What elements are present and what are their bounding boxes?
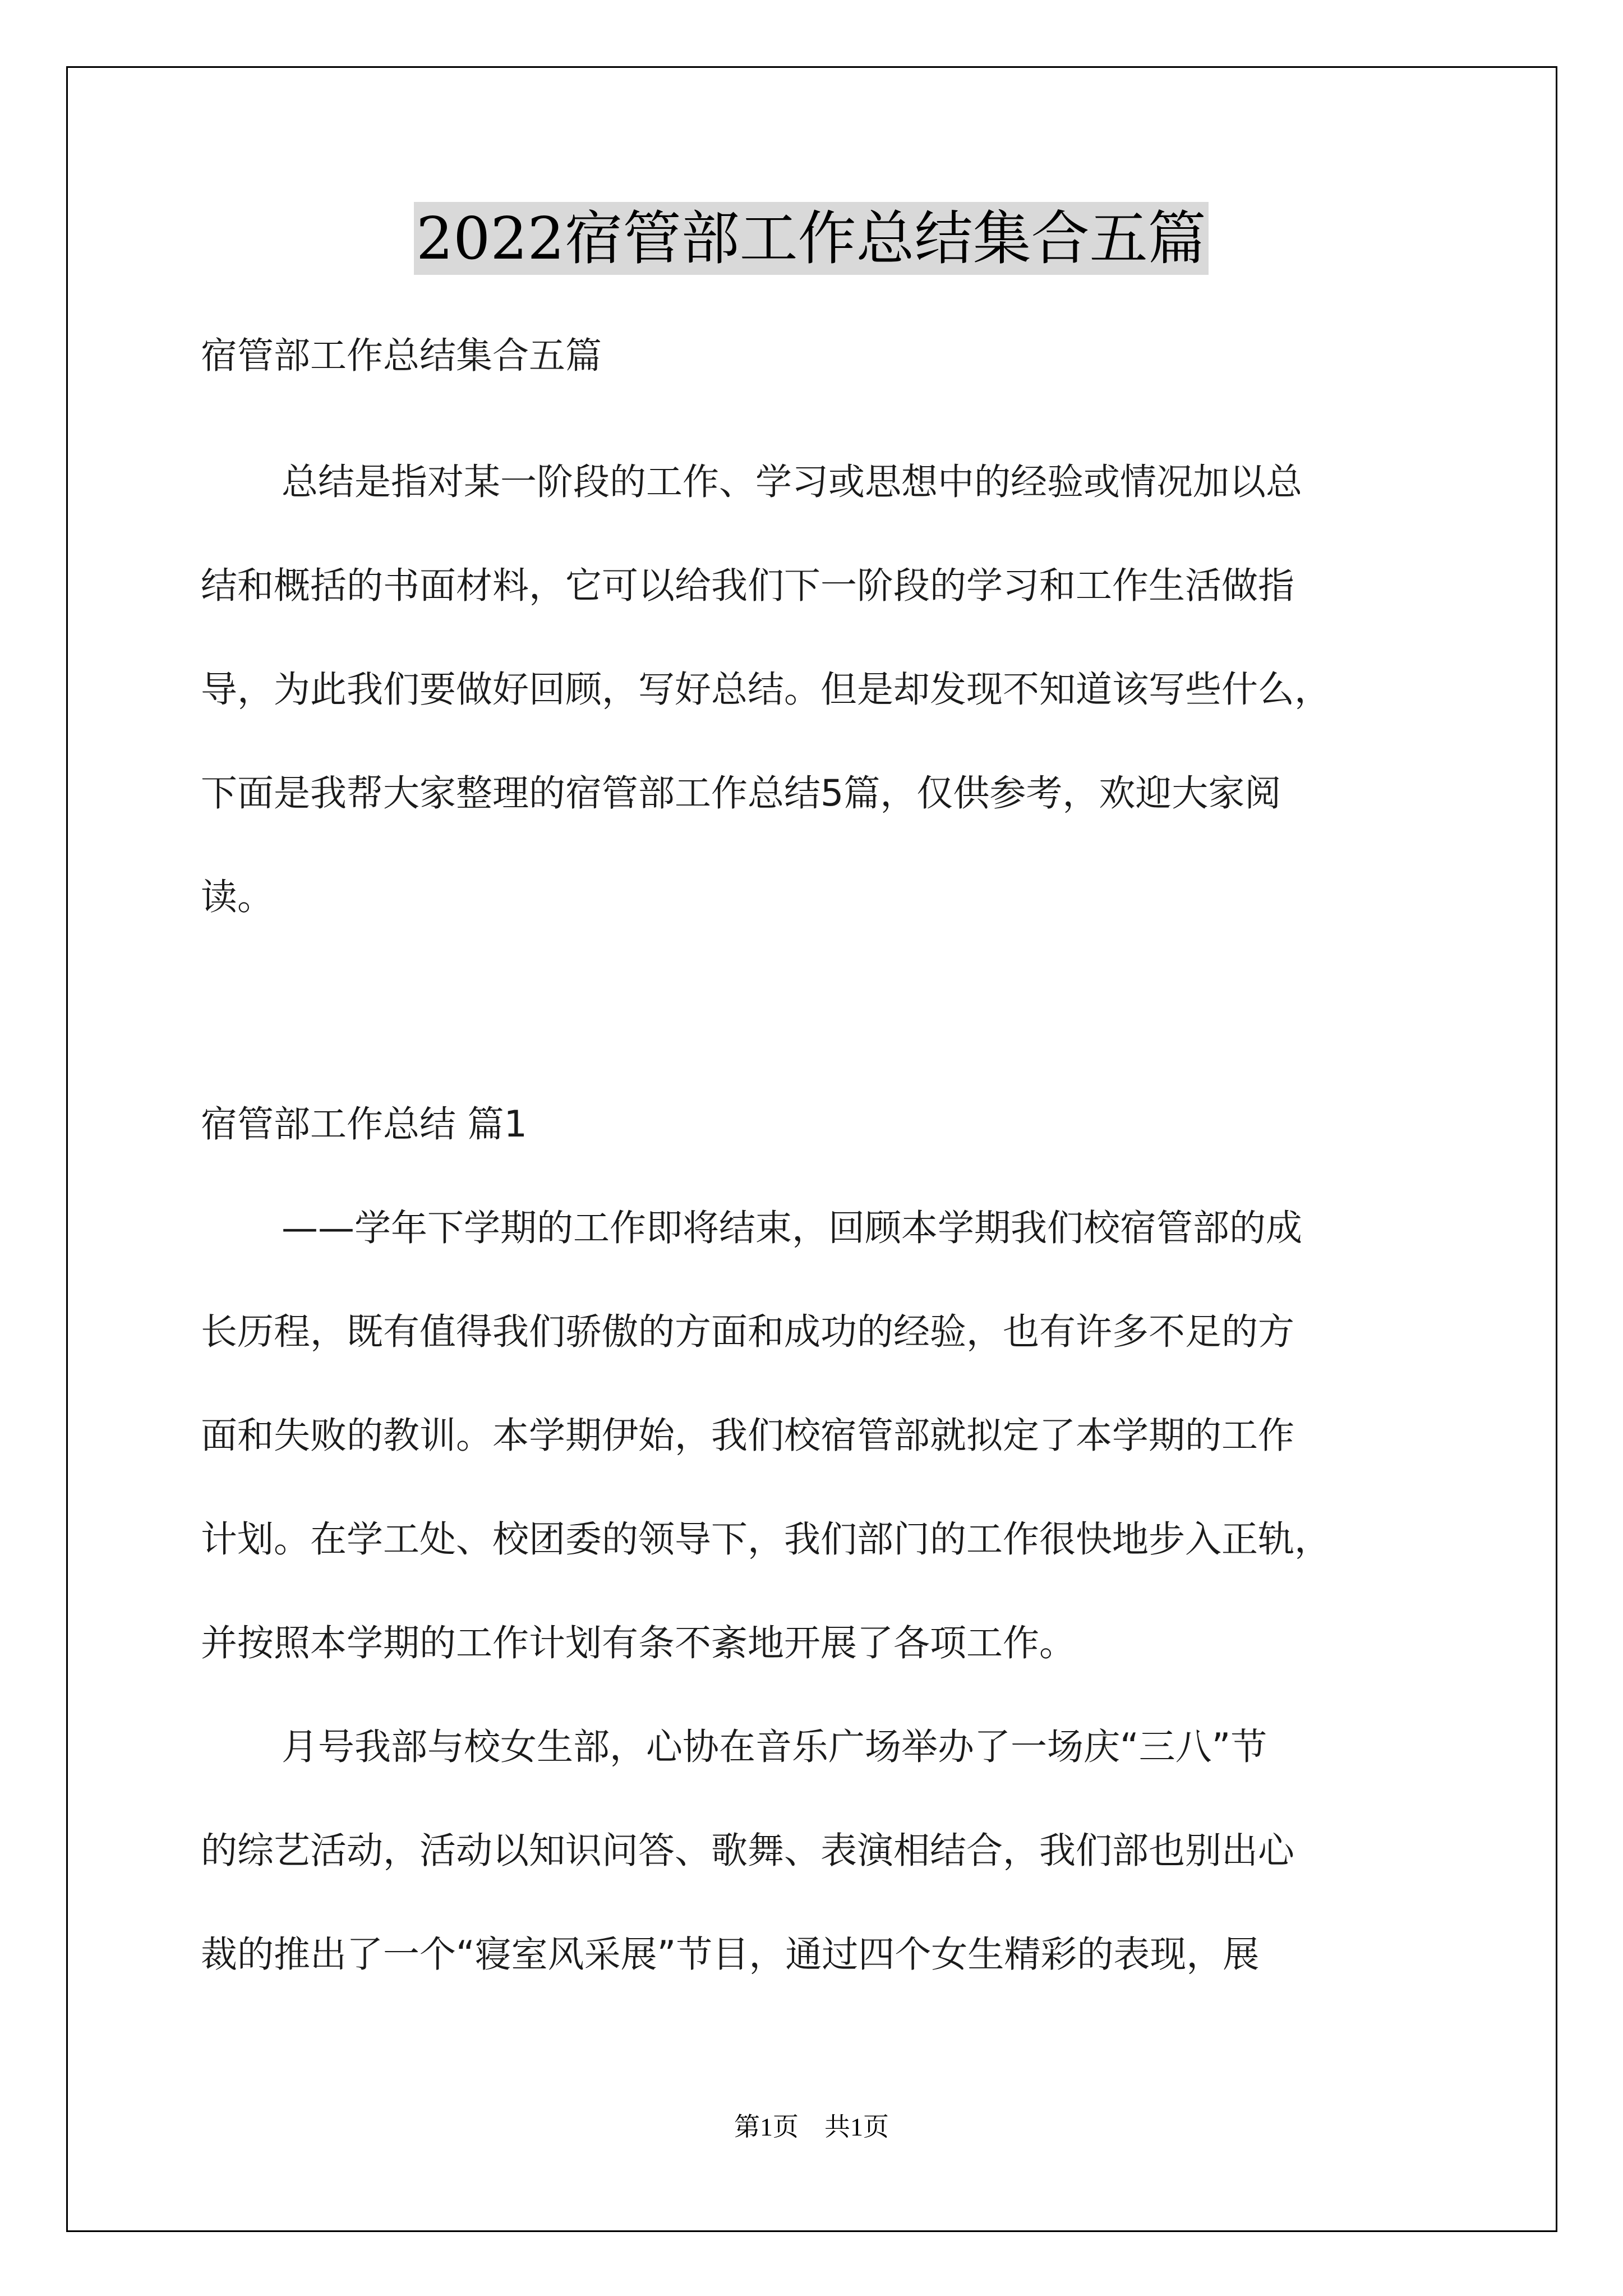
intro-line-5: 读。 (201, 876, 274, 918)
document-subtitle: 宿管部工作总结集合五篇 (201, 335, 602, 377)
page-footer: 第1页 共1页 (734, 2113, 889, 2141)
paragraph1-line-5: 并按照本学期的工作计划有条不紊地开展了各项工作。 (201, 1622, 1076, 1664)
document-title: 2022宿管部工作总结集合五篇 (414, 202, 1209, 275)
intro-line-4: 下面是我帮大家整理的宿管部工作总结5篇，仅供参考，欢迎大家阅 (201, 772, 1281, 815)
paragraph1-line-3: 面和失败的教训。本学期伊始，我们校宿管部就拟定了本学期的工作 (201, 1415, 1295, 1457)
paragraph1-line-2: 长历程，既有值得我们骄傲的方面和成功的经验，也有许多不足的方 (201, 1311, 1295, 1353)
intro-line-3: 导，为此我们要做好回顾，写好总结。但是却发现不知道该写些什么， (201, 669, 1331, 711)
paragraph2-line-3: 裁的推出了一个“寝室风采展”节目，通过四个女生精彩的表现，展 (201, 1934, 1260, 1976)
paragraph1-line-1: ——学年下学期的工作即将结束，回顾本学期我们校宿管部的成 (282, 1207, 1303, 1249)
paragraph2-line-1: 月号我部与校女生部，心协在音乐广场举办了一场庆“三八”节 (282, 1726, 1267, 1768)
section-heading: 宿管部工作总结 篇1 (201, 1103, 528, 1145)
paragraph2-line-2: 的综艺活动，活动以知识问答、歌舞、表演相结合，我们部也别出心 (201, 1830, 1295, 1872)
intro-line-1: 总结是指对某一阶段的工作、学习或思想中的经验或情况加以总 (282, 461, 1303, 503)
paragraph1-line-4: 计划。在学工处、校团委的领导下，我们部门的工作很快地步入正轨， (201, 1519, 1331, 1561)
intro-line-2: 结和概括的书面材料，它可以给我们下一阶段的学习和工作生活做指 (201, 565, 1295, 607)
